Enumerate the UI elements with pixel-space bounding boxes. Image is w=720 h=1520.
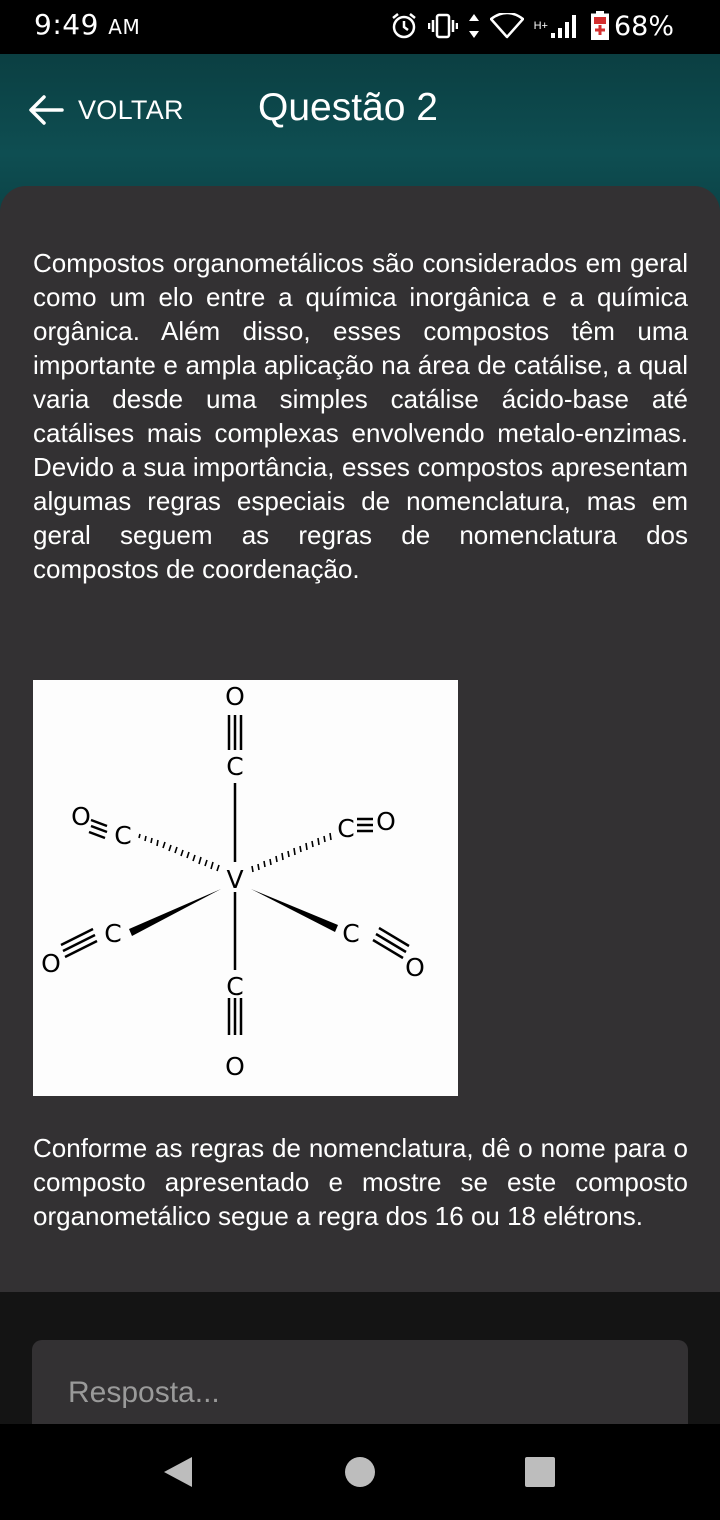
- clock-time: 9:49: [34, 8, 99, 41]
- nav-recents-icon[interactable]: [522, 1454, 558, 1490]
- atom-c-lower-left: C: [104, 919, 122, 948]
- atom-o-lower-right: O: [405, 953, 425, 982]
- atom-c-bottom: C: [226, 972, 244, 1001]
- network-type: H+: [533, 20, 548, 32]
- alarm-icon: [390, 12, 418, 40]
- atom-c-upper-right: C: [337, 814, 355, 843]
- status-bar: [0, 0, 720, 54]
- atom-o-upper-right: O: [376, 807, 396, 836]
- status-time: [34, 8, 140, 41]
- wedge-bond-left: [129, 889, 221, 936]
- page-title: Questão 2: [258, 86, 438, 129]
- clock-ampm: AM: [108, 15, 141, 39]
- data-arrows-icon: [468, 13, 480, 39]
- wedge-bond-right: [251, 889, 338, 932]
- molecule-diagram: [33, 680, 458, 1096]
- system-nav-bar: [0, 1424, 720, 1520]
- question-text: Compostos organometálicos são considerados em geral como um elo entre a química inorgânica e a química orgânica. Além disso, esses compostos têm uma importante e ampla aplicação na área de catálise, a qual varia desde uma simples catálise ácido-base até catálises mais complexas envolvendo metalo-enzimas. Devido a sua importância, esses compostos apresentam algumas regras especiais de nomenclatura, mas em geral seguem as regras de nomenclatura dos compostos de coordenação.: [33, 248, 688, 584]
- atom-c-upper-left: C: [114, 821, 132, 850]
- atom-o-lower-left: O: [41, 949, 61, 978]
- back-label: VOLTAR: [78, 94, 184, 125]
- question-prompt: Conforme as regras de nomenclatura, dê o nome para o composto apresentado e mostre se este composto organometálico segue a regra dos 16 ou 18 elétrons.: [33, 1133, 688, 1231]
- atom-c-lower-right: C: [342, 919, 360, 948]
- signal-icon: [550, 13, 580, 39]
- atom-v-center: V: [226, 865, 244, 894]
- hashed-bond-left: [139, 834, 219, 871]
- nav-back-icon[interactable]: [160, 1454, 196, 1490]
- hashed-bond-right: [252, 833, 331, 872]
- nav-home-icon[interactable]: [342, 1454, 378, 1490]
- atom-o-upper-left: O: [71, 802, 91, 831]
- wifi-icon: [490, 13, 524, 39]
- answer-area: [0, 1292, 720, 1424]
- molecule-svg: [33, 680, 458, 1096]
- atom-c-top: C: [226, 752, 244, 781]
- question-card: [0, 186, 720, 1292]
- battery-icon: [590, 11, 610, 41]
- vibrate-icon: [428, 13, 458, 39]
- atom-o-top: O: [225, 682, 245, 711]
- back-button[interactable]: [28, 90, 184, 130]
- arrow-left-icon: [28, 94, 64, 126]
- status-icons: [390, 10, 674, 42]
- atom-o-bottom: O: [225, 1052, 245, 1081]
- battery-percent: 68%: [613, 10, 674, 42]
